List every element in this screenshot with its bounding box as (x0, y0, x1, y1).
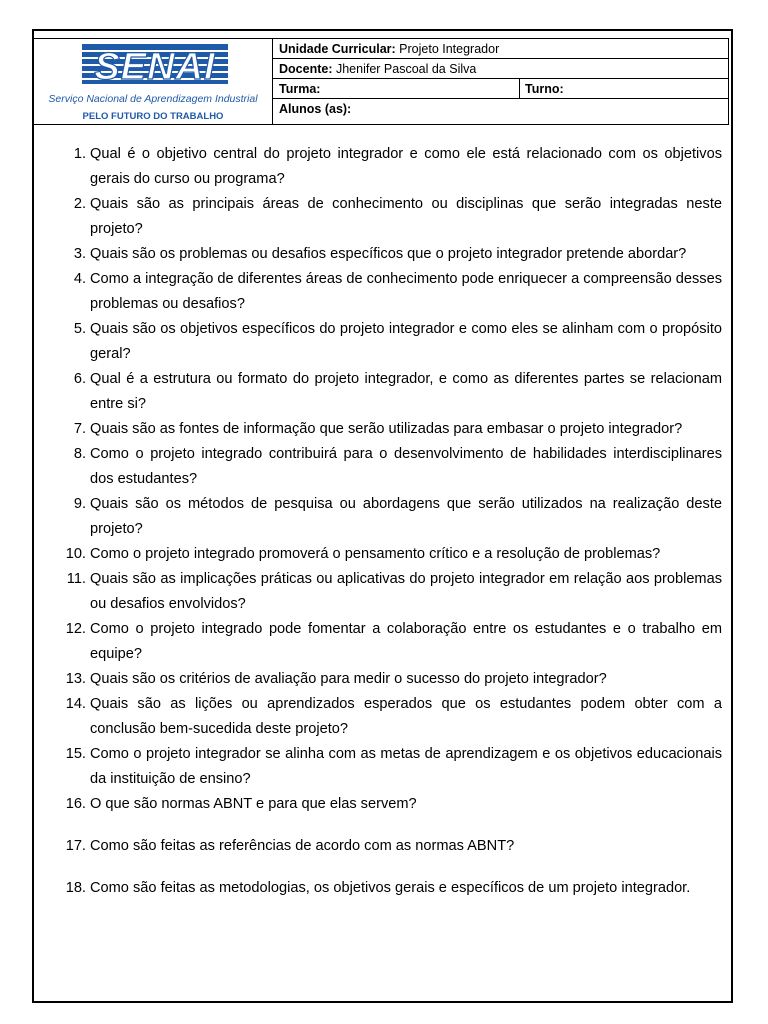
question-item (56, 542, 722, 567)
question-text: Quais são os problemas ou desafios específicos que o projeto integrador pretende abordar? (90, 246, 687, 262)
question-text: Como o projeto integrado contribuirá para o desenvolvimento de habilidades interdisciplinares dos estudantes? (90, 446, 722, 487)
question-text: Como o projeto integrador se alinha com as metas de aprendizagem e os objetivos educacionais da instituição de ensino? (90, 746, 722, 787)
header-table (32, 38, 729, 125)
question-item (56, 367, 722, 417)
question-item (56, 142, 722, 192)
question-text: Quais são as fontes de informação que serão utilizadas para embasar o projeto integrador? (90, 421, 683, 437)
spacer (56, 817, 722, 834)
question-text: Qual é o objetivo central do projeto integrador e como ele está relacionado com os objetivos gerais do curso ou programa? (90, 146, 722, 187)
question-text: Como o projeto integrado pode fomentar a colaboração entre os estudantes e o trabalho em equipe? (90, 621, 722, 662)
question-text: Qual é a estrutura ou formato do projeto integrador, e como as diferentes partes se relacionam entre si? (90, 371, 722, 412)
question-text: Quais são os métodos de pesquisa ou abordagens que serão utilizados na realização deste projeto? (90, 496, 722, 537)
question-text: Quais são as lições ou aprendizados esperados que os estudantes podem obter com a conclusão bem-sucedida deste projeto? (90, 696, 722, 737)
question-item (56, 242, 722, 267)
question-item (56, 192, 722, 242)
question-number: 18. (65, 880, 86, 896)
question-number: 8. (73, 446, 86, 462)
question-item (56, 567, 722, 617)
question-item (56, 267, 722, 317)
question-list (56, 142, 722, 901)
question-number: 11. (66, 571, 86, 587)
logo-text: SENAI (94, 46, 216, 84)
question-number: 3. (73, 246, 86, 262)
turma-label: Turma: (279, 82, 321, 96)
question-number: 13. (65, 671, 86, 687)
question-number: 16. (65, 796, 86, 812)
question-text: Quais são as principais áreas de conhecimento ou disciplinas que serão integradas neste projeto? (90, 196, 722, 237)
question-number: 10. (65, 546, 86, 562)
question-item (56, 742, 722, 792)
question-item (56, 492, 722, 542)
question-text: Como são feitas as metodologias, os objetivos gerais e específicos de um projeto integrador. (90, 880, 691, 896)
question-item (56, 617, 722, 667)
logo-tagline: Serviço Nacional de Aprendizagem Industrial (48, 93, 258, 105)
turno-label: Turno: (525, 82, 564, 96)
question-item (56, 692, 722, 742)
question-item (56, 317, 722, 367)
question-item (56, 667, 722, 692)
question-number: 17. (65, 838, 86, 854)
question-text: Como a integração de diferentes áreas de conhecimento pode enriquecer a compreensão desses problemas ou desafios? (90, 271, 722, 312)
question-text: Como o projeto integrado promoverá o pensamento crítico e a resolução de problemas? (90, 546, 661, 562)
unidade-value: Projeto Integrador (399, 42, 500, 56)
question-item (56, 876, 722, 901)
unidade-row (273, 39, 728, 59)
question-number: 5. (73, 321, 86, 337)
question-number: 6. (73, 371, 86, 387)
alunos-label: Alunos (as): (279, 102, 352, 116)
question-item (56, 834, 722, 859)
question-number: 15. (65, 746, 86, 762)
logo-motto: PELO FUTURO DO TRABALHO (82, 111, 224, 122)
question-text: O que são normas ABNT e para que elas servem? (90, 796, 417, 812)
question-text: Quais são os critérios de avaliação para medir o sucesso do projeto integrador? (90, 671, 607, 687)
question-text: Como são feitas as referências de acordo com as normas ABNT? (90, 838, 515, 854)
question-item (56, 417, 722, 442)
turma-row (273, 79, 728, 99)
turno-cell (519, 79, 564, 98)
question-number: 2. (73, 196, 86, 212)
question-number: 4. (73, 271, 86, 287)
question-text: Quais são os objetivos específicos do projeto integrador e como eles se alinham com o propósito geral? (90, 321, 722, 362)
logo-cell (33, 39, 273, 124)
question-number: 1. (73, 146, 86, 162)
question-item (56, 442, 722, 492)
question-number: 12. (65, 621, 86, 637)
question-text: Quais são as implicações práticas ou aplicativas do projeto integrador em relação aos problemas ou desafios envolvidos? (90, 571, 722, 612)
spacer (56, 859, 722, 876)
senai-logo (82, 44, 228, 84)
docente-label: Docente: (279, 62, 333, 76)
question-number: 7. (73, 421, 86, 437)
unidade-label: Unidade Curricular: (279, 42, 396, 56)
alunos-row (273, 99, 728, 124)
question-item (56, 792, 722, 817)
docente-row (273, 59, 728, 79)
docente-value: Jhenifer Pascoal da Silva (335, 62, 477, 76)
info-cell (273, 39, 728, 124)
question-number: 14. (65, 696, 86, 712)
question-number: 9. (73, 496, 86, 512)
